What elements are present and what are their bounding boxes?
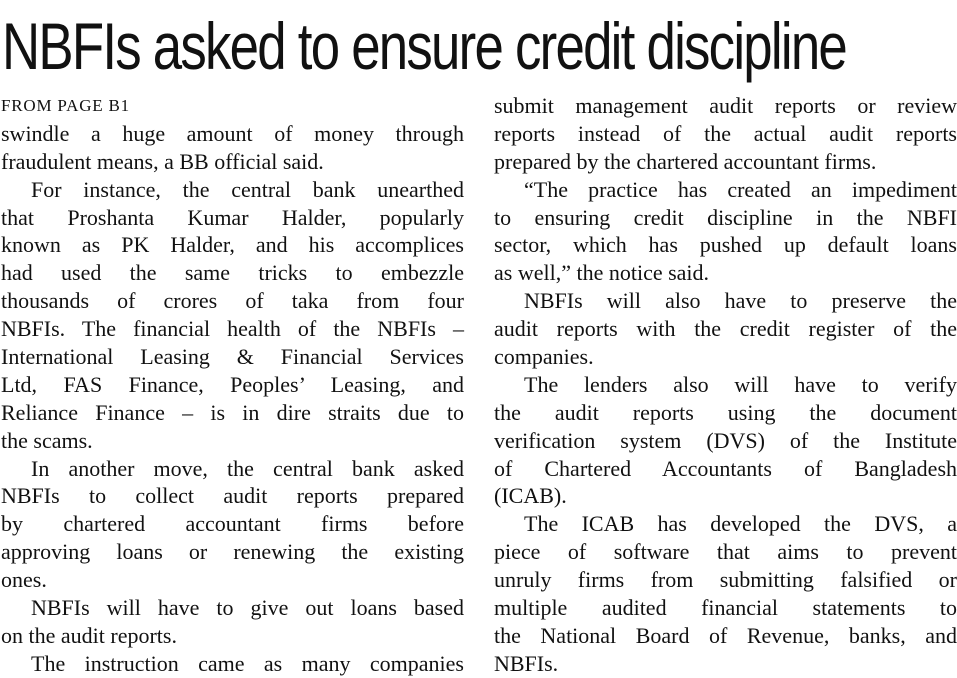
article-headline: NBFIs asked to ensure credit discipline — [2, 9, 847, 83]
text-line: audit reports with the credit register of the — [494, 316, 957, 342]
text-line: the scams. — [1, 427, 93, 453]
paragraph-start-line: In another move, the central bank asked — [31, 455, 464, 481]
text-line: swindle a huge amount of money through — [1, 120, 464, 146]
paragraph-start-line: NBFIs will have to give out loans based — [31, 595, 464, 621]
text-line: NBFIs. — [494, 650, 559, 676]
text-line: of Chartered Accountants of Bangladesh — [494, 455, 957, 481]
text-line: companies. — [494, 344, 594, 370]
text-line: submit management audit reports or review — [494, 93, 957, 118]
text-line: NBFIs. The financial health of the NBFIs – — [1, 316, 464, 342]
text-line: the audit reports using the document — [494, 399, 957, 425]
paragraph-start-line: The lenders also will have to verify — [524, 371, 957, 397]
text-line: ones. — [1, 567, 47, 593]
text-line: verification system (DVS) of the Institute — [494, 427, 957, 453]
text-line: (ICAB). — [494, 483, 567, 509]
text-line: to ensuring credit discipline in the NBFI — [494, 204, 957, 230]
text-line: multiple audited financial statements to — [494, 595, 957, 621]
text-line: sector, which has pushed up default loans — [494, 232, 957, 258]
text-line: by chartered accountant firms before — [1, 511, 464, 537]
text-line: NBFIs to collect audit reports prepared — [1, 483, 464, 509]
text-line: unruly firms from submitting falsified or — [494, 567, 957, 593]
text-line: Reliance Finance – is in dire straits due to — [1, 399, 464, 425]
text-line: International Leasing & Financial Services — [1, 344, 464, 370]
paragraph-start-line: For instance, the central bank unearthed — [31, 176, 464, 202]
text-line: Ltd, FAS Finance, Peoples’ Leasing, and — [1, 371, 464, 397]
text-line: approving loans or renewing the existing — [1, 539, 464, 565]
text-line: thousands of crores of taka from four — [1, 288, 464, 314]
text-line: fraudulent means, a BB official said. — [1, 148, 324, 174]
text-line: prepared by the chartered accountant firms. — [494, 148, 877, 174]
text-line: the National Board of Revenue, banks, and — [494, 622, 957, 648]
text-line: known as PK Halder, and his accomplices — [1, 232, 464, 258]
paragraph-start-line: The ICAB has developed the DVS, a — [524, 511, 957, 537]
article-column-left — [1, 92, 464, 678]
paragraph-start-line: “The practice has created an impediment — [524, 176, 957, 202]
text-line: that Proshanta Kumar Halder, popularly — [1, 204, 464, 230]
article-column-right — [494, 92, 957, 678]
text-line: reports instead of the actual audit reports — [494, 120, 957, 146]
paragraph-start-line: NBFIs will also have to preserve the — [524, 288, 957, 314]
text-line: piece of software that aims to prevent — [494, 539, 957, 565]
continuation-kicker: FROM PAGE B1 — [1, 96, 130, 115]
text-line: as well,” the notice said. — [494, 260, 710, 286]
paragraph-start-line: The instruction came as many companies — [31, 650, 464, 676]
text-line: had used the same tricks to embezzle — [1, 260, 464, 286]
text-line: on the audit reports. — [1, 622, 177, 648]
